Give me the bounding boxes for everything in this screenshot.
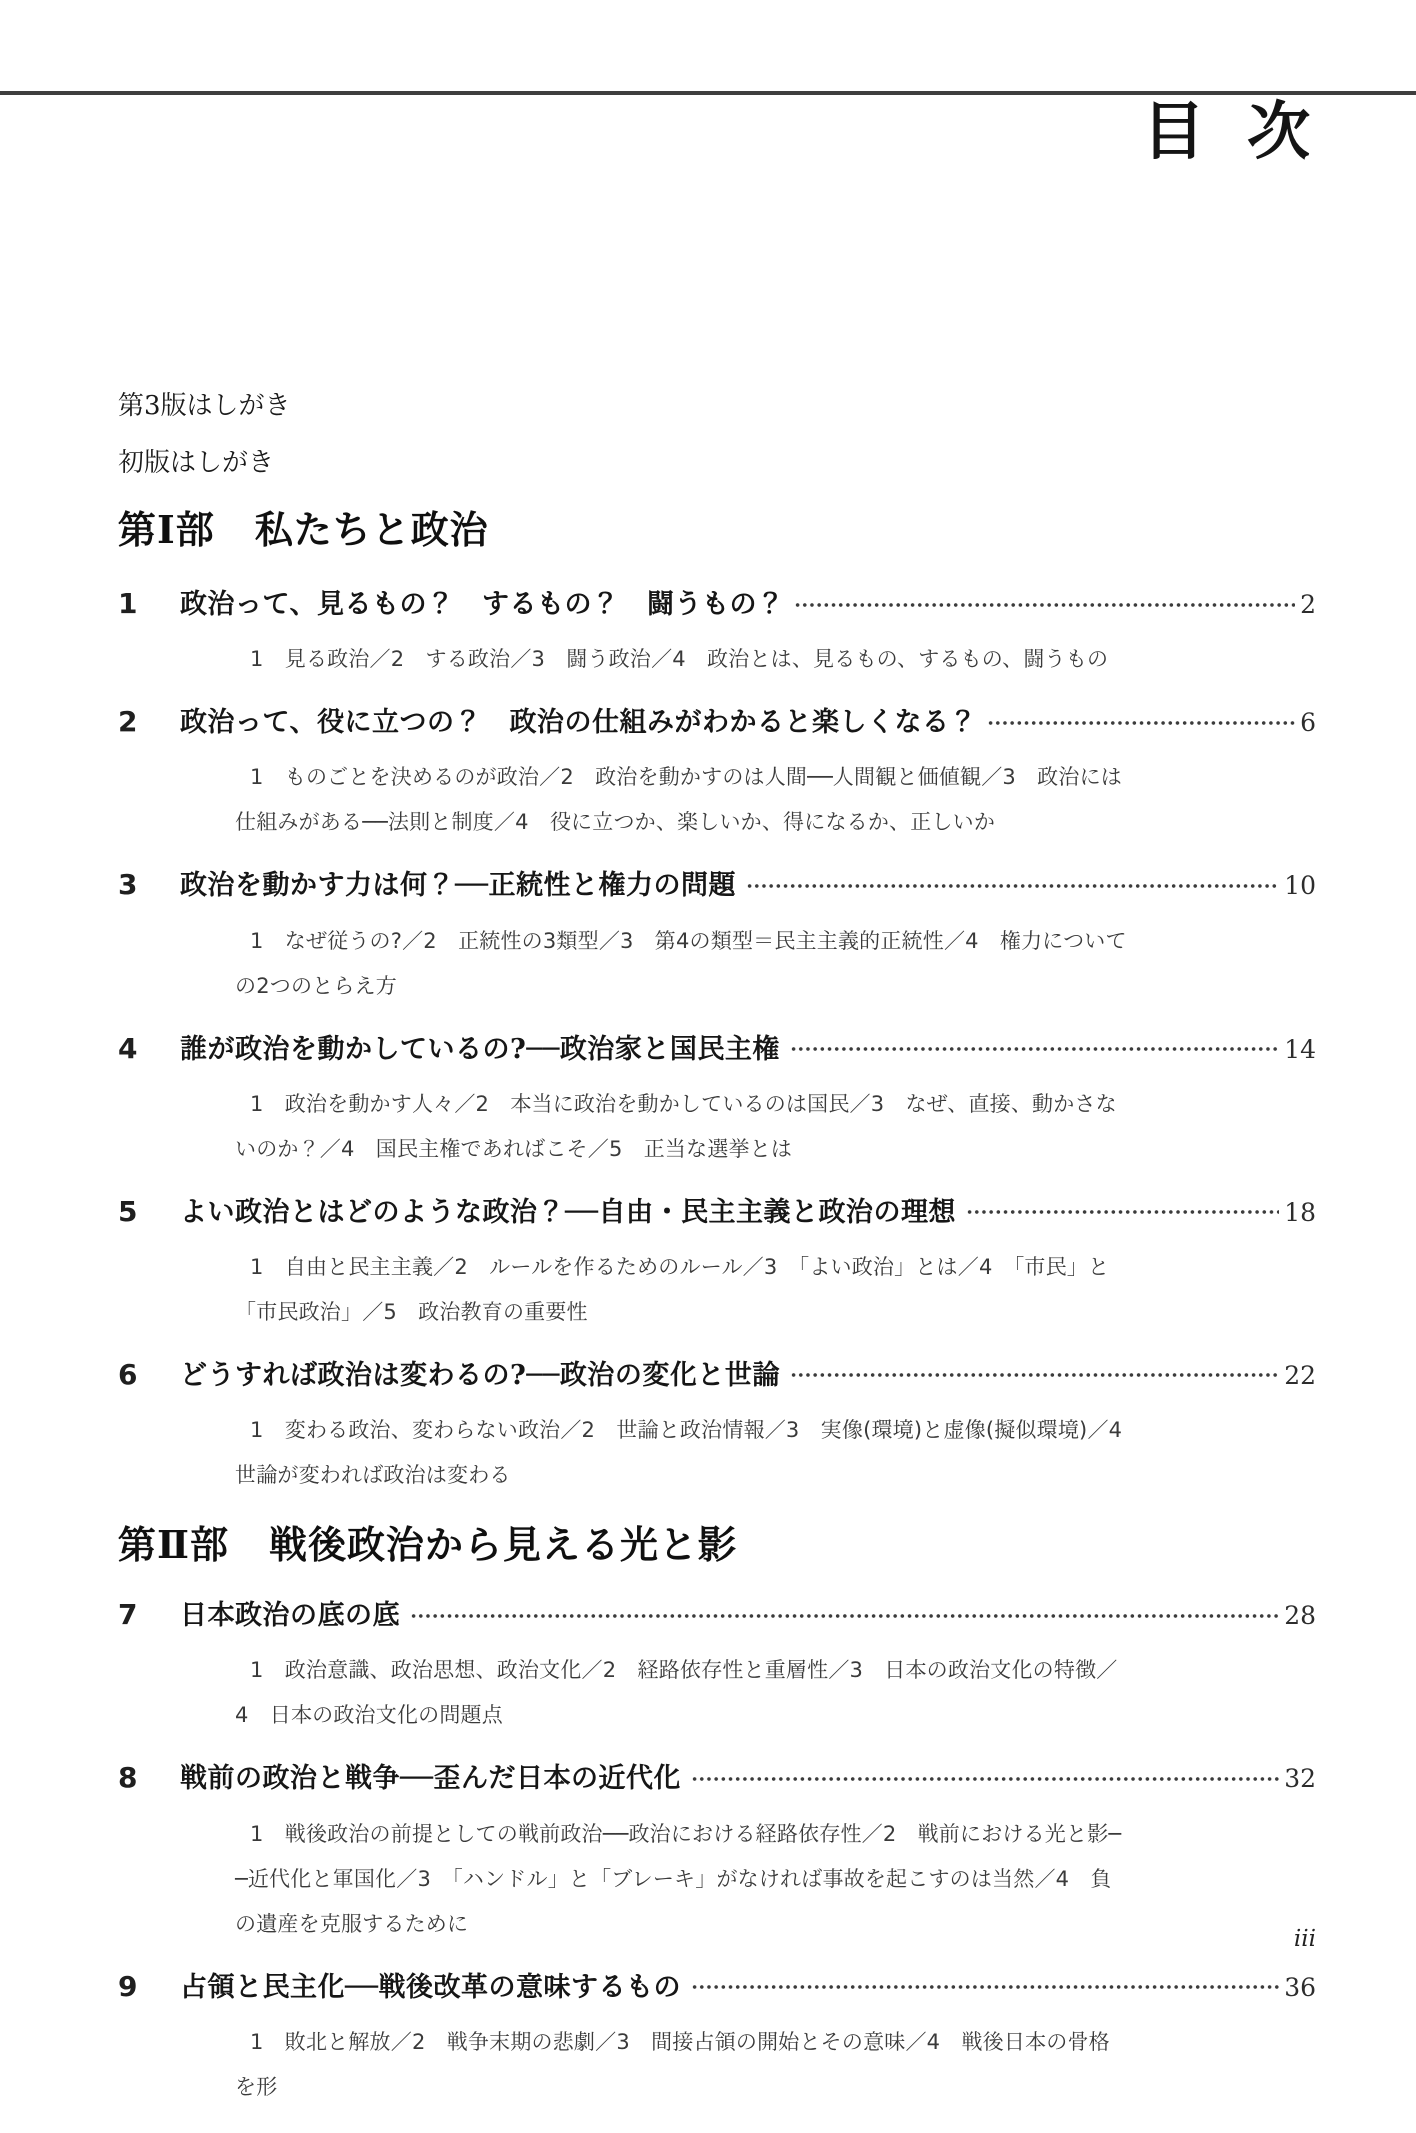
chapter-title: 戦前の政治と戦争──歪んだ日本の近代化 [180,1763,682,1795]
chapter-subsections: 1 敗北と解放／2 戦争末期の悲劇／3 間接占領の開始とその意味／4 戦後日本の骨格を形 [235,2029,1110,2099]
dotted-leader [966,1205,1279,1219]
toc-entry [118,705,1316,845]
part-heading [118,506,1316,554]
toc-entry [118,1598,1316,1738]
chapter-number: 5 [118,1194,138,1228]
chapter-subsections: 1 戦後政治の前提としての戦前政治──政治における経路依存性／2 戦前における光と影──近代化と軍国化／3 「ハンドル」と「ブレーキ」がなければ事故を起こすのは当然／4 負の遺産を克服するために [235,1821,1122,1936]
chapter-number: 1 [118,587,138,621]
chapter-heading-row [118,1358,1316,1393]
chapter-number: 9 [118,1969,138,2003]
page-title: 目 次 [1142,94,1320,168]
dotted-leader [987,716,1295,730]
part-title: 戦後政治から見える光と影 [269,1521,738,1567]
front-matter-list [118,392,1316,479]
dotted-leader [790,1368,1279,1382]
chapter-title: 政治って、見るもの？ するもの？ 闘うもの？ [180,589,785,621]
toc-entry [118,1032,1316,1172]
chapter-title: 日本政治の底の底 [180,1600,400,1632]
chapter-number: 4 [118,1031,138,1065]
chapter-subsections: 1 変わる政治、変わらない政治／2 世論と政治情報／3 実像(環境)と虚像(擬似環境)／4 世論が変われば政治は変わる [235,1417,1144,1487]
chapter-subsections: 1 ものごとを決めるのが政治／2 政治を動かすのは人間──人間観と価値観／3 政治には仕組みがある──法則と制度／4 役に立つか、楽しいか、得になるか、正しいか [235,765,1122,835]
chapter-subsections: 1 自由と民主主義／2 ルールを作るためのルール／3 「よい政治」とは／4 「市民」と「市民政治」／5 政治教育の重要性 [235,1254,1110,1324]
toc-entry [118,587,1316,682]
chapter-subsections: 1 なぜ従うの?／2 正統性の3類型／3 第4の類型＝民主主義的正統性／4 権力についての2つのとらえ方 [235,928,1127,998]
toc-entry [118,868,1316,1008]
toc-entry [118,1358,1316,1498]
chapter-number: 8 [118,1761,138,1795]
chapter-page-number: 2 [1300,590,1316,620]
chapter-title: 政治って、役に立つの？ 政治の仕組みがわかると楽しくなる？ [180,707,977,739]
chapter-page-number: 28 [1284,1601,1316,1631]
chapter-page-number: 18 [1284,1197,1316,1227]
toc-part [118,1521,1316,2110]
part-heading [118,1521,1316,1569]
chapter-number: 7 [118,1598,138,1632]
chapter-title: よい政治とはどのような政治？──自由・民主主義と政治の理想 [180,1196,957,1228]
chapter-page-number: 36 [1284,1972,1316,2002]
chapter-title: どうすれば政治は変わるの?──政治の変化と世論 [180,1359,780,1391]
chapter-heading-row [118,1761,1316,1796]
chapter-heading-row [118,705,1316,740]
chapter-heading-row [118,587,1316,622]
chapter-title: 政治を動かす力は何？──正統性と権力の問題 [180,870,737,902]
toc-entry [118,1195,1316,1335]
front-matter-item: 第3版はしがき [118,391,291,421]
chapter-heading-row [118,1032,1316,1067]
chapter-page-number: 14 [1284,1034,1316,1064]
chapter-page-number: 22 [1284,1360,1316,1390]
chapter-heading-row [118,868,1316,903]
chapter-page-number: 32 [1284,1764,1316,1794]
toc-entry [118,1761,1316,1946]
dotted-leader [410,1609,1279,1623]
toc-part [118,506,1316,1498]
chapter-heading-row [118,1598,1316,1633]
chapter-number: 2 [118,705,138,739]
folio-page-number: iii [1293,1926,1316,1952]
part-label: 第Ⅰ部 [118,506,215,552]
chapter-heading-row [118,1970,1316,2005]
front-matter-item: 初版はしがき [118,447,275,478]
toc-content [118,392,1316,2133]
dotted-leader [794,598,1295,612]
dotted-leader [746,879,1279,893]
dotted-leader [691,1980,1279,1994]
chapter-subsections: 1 見る政治／2 する政治／3 闘う政治／4 政治とは、見るもの、するもの、闘うもの [250,647,1109,672]
dotted-leader [790,1042,1279,1056]
dotted-leader [691,1772,1279,1786]
chapter-page-number: 6 [1300,708,1316,738]
chapter-number: 3 [118,868,138,902]
chapter-heading-row [118,1195,1316,1230]
chapter-subsections: 1 政治意識、政治思想、政治文化／2 経路依存性と重層性／3 日本の政治文化の特徴／4 日本の政治文化の問題点 [235,1658,1118,1728]
chapter-page-number: 10 [1284,871,1316,901]
chapter-subsections: 1 政治を動かす人々／2 本当に政治を動かしているのは国民／3 なぜ、直接、動かさないのか？／4 国民主権であればこそ／5 正当な選挙とは [235,1091,1117,1161]
chapter-number: 6 [118,1357,138,1391]
toc-entry [118,1970,1316,2110]
toc-parts [118,506,1316,2110]
chapter-title: 占領と民主化──戦後改革の意味するもの [180,1971,682,2003]
part-title: 私たちと政治 [254,506,489,552]
part-label: 第Ⅱ部 [118,1521,230,1567]
chapter-title: 誰が政治を動かしているの?──政治家と国民主権 [180,1033,780,1065]
